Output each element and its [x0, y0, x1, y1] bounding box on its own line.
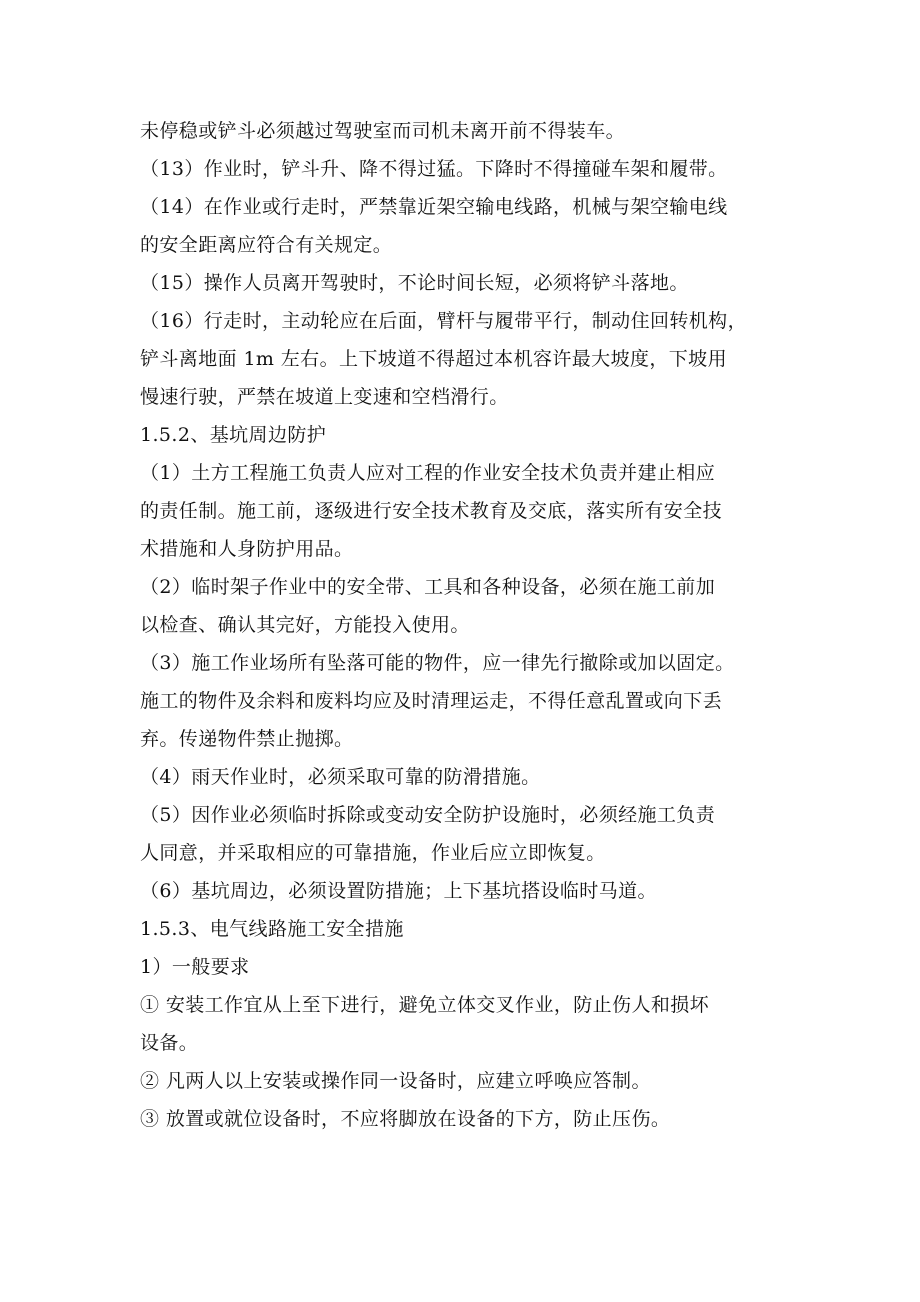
text-line: 的责任制。施工前，逐级进行安全技术教育及交底，落实所有安全技: [140, 500, 723, 522]
subsection-heading: 1）一般要求: [140, 956, 250, 978]
document-body: [140, 112, 790, 1138]
text-line: 弃。传递物件禁止抛掷。: [140, 728, 354, 750]
text-line: （2）临时架子作业中的安全带、工具和各种设备，必须在施工前加: [140, 576, 716, 598]
text-line: ③ 放置或就位设备时，不应将脚放在设备的下方，防止压伤。: [140, 1108, 671, 1130]
text-line: 设备。: [140, 1032, 199, 1054]
text-line: （3）施工作业场所有坠落可能的物件，应一律先行撤除或加以固定。: [140, 652, 735, 674]
text-line: 未停稳或铲斗必须越过驾驶室而司机未离开前不得装车。: [140, 120, 626, 142]
text-line: （6）基坑周边，必须设置防措施；上下基坑搭设临时马道。: [140, 880, 657, 902]
text-line: 慢速行驶，严禁在坡道上变速和空档滑行。: [140, 386, 509, 408]
text-line: （16）行走时，主动轮应在后面，臂杆与履带平行，制动住回转机构，: [140, 310, 747, 332]
text-line: 人同意，并采取相应的可靠措施，作业后应立即恢复。: [140, 842, 606, 864]
text-line: 术措施和人身防护用品。: [140, 538, 354, 560]
section-heading: 1.5.2、基坑周边防护: [140, 424, 327, 446]
text-line: （13）作业时，铲斗升、降不得过猛。下降时不得撞碰车架和履带。: [140, 158, 728, 180]
text-line: （14）在作业或行走时，严禁靠近架空输电线路，机械与架空输电线: [140, 196, 728, 218]
text-line: ② 凡两人以上安装或操作同一设备时，应建立呼唤应答制。: [140, 1070, 651, 1092]
text-line: （15）操作人员离开驾驶时，不论时间长短，必须将铲斗落地。: [140, 272, 689, 294]
text-line: （1）土方工程施工负责人应对工程的作业安全技术负责并建止相应: [140, 462, 716, 484]
text-line: 铲斗离地面 1m 左右。上下坡道不得超过本机容许最大坡度，下坡用: [140, 348, 727, 370]
text-line: 的安全距离应符合有关规定。: [140, 234, 393, 256]
section-heading: 1.5.3、电气线路施工安全措施: [140, 918, 404, 940]
text-line: 施工的物件及余料和废料均应及时清理运走，不得任意乱置或向下丢: [140, 690, 723, 712]
text-line: 以检查、确认其完好，方能投入使用。: [140, 614, 470, 636]
text-line: （4）雨天作业时，必须采取可靠的防滑措施。: [140, 766, 541, 788]
text-line: （5）因作业必须临时拆除或变动安全防护设施时，必须经施工负责: [140, 804, 716, 826]
text-line: ① 安装工作宜从上至下进行，避免立体交叉作业，防止伤人和损坏: [140, 994, 710, 1016]
